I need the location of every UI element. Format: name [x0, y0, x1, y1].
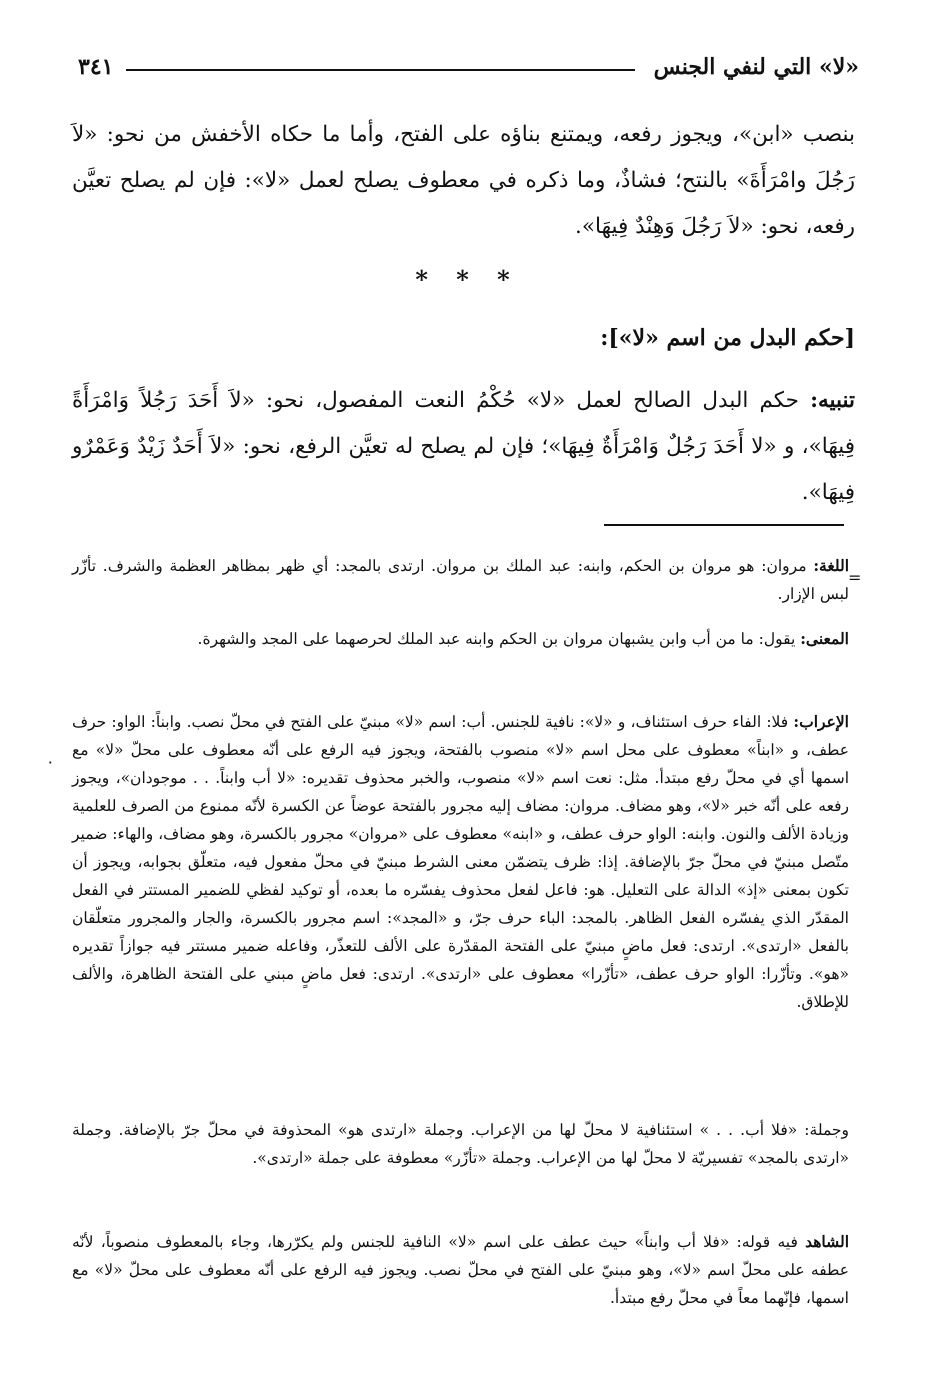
header-rule	[126, 69, 635, 71]
note-paragraph	[72, 378, 855, 516]
shahid-label: الشاهد	[805, 1232, 849, 1251]
margin-dot: ٠	[46, 752, 55, 771]
lugha-label: اللغة:	[813, 556, 849, 575]
footnote-rule	[604, 524, 844, 526]
note-body: حكم البدل الصالح لعمل «لا» حُكْمُ النعت المفصول، نحو: «لاَ أَحَدَ رَجُلاً وَامْرَأَةً فِيهَا»، و «لا أَحَدَ رَجُلٌ وَامْرَأَةٌ فِيهَا»؛ فإن لم يصلح له تعيَّن الرفع، نحو: «لاَ أَحَدٌ زَيْدٌ وَعَمْرٌو فِيهَا».	[72, 388, 855, 505]
note-label: تنبيه:	[810, 388, 855, 413]
footnote-irab	[72, 708, 849, 1016]
running-title: «لا» التي لنفي الجنس	[653, 54, 859, 80]
shahid-text: فيه قوله: «فلا أب وابناً» حيث عطف على اسم «لا» النافية للجنس ولم يكرّرها، وجاء بالمعطوف منصوباً، لأنّه عطفه على محلّ اسم «لا»، وهو مبنيّ على الفتح في محلّ نصب. ويجوز فيه الرفع على أنّه معطوف على محلّ «لا» مع اسمها، فإنّهما معاً في محلّ رفع مبتدأ.	[72, 1233, 849, 1307]
footnote-mana	[72, 625, 849, 653]
mana-label: المعنى:	[800, 629, 849, 648]
section-heading: [حكم البدل من اسم «لا»]:	[600, 325, 855, 351]
footnote-shahid	[72, 1228, 849, 1312]
section-separator: * * *	[415, 265, 520, 294]
main-text	[72, 112, 855, 250]
irab-text: فلا: الفاء حرف استئناف، و «لا»: نافية للجنس. أب: اسم «لا» مبنيّ على الفتح في محلّ نصب. وابناً: الواو: حرف عطف، و «ابناً» معطوف على محل اسم «لا» منصوب بالفتحة، ويجوز فيه الرفع على أنّه معطوف على محلّ «لا» مع اسمها أي في محلّ رفع مبتدأ. مثل: نعت اسم «لا» منصوب، والخبر محذوف تقديره: «لا أب وابناً. . . موجودان»، ويجوز رفعه على أنّه خبر «لا»، وهو مضاف. مروان: مضاف إليه مجرور بالفتحة عوضاً عن الكسرة لأنّه ممنوع من الصرف للعلمية وزيادة الألف والنون. وابنه: الواو حرف عطف، و «ابنه» معطوف على «مروان» مجرور بالكسرة، وهو مضاف، والهاء: ضمير متّصل مبنيّ في محلّ جرّ بالإضافة. إذا: ظرف يتضمّن معنى الشرط مبنيّ في محلّ مفعول فيه، متعلّق بجوابه، ويجوز أن تكون بمعنى «إذ» الدالة على التعليل. هو: فاعل لفعل محذوف يفسّره ما بعده، أو توكيد لفظي للضمير المستتر في الفعل المقدّر الذي يفسّره الفعل الظاهر. بالمجد: الباء حرف جرّ، و «المجد»: اسم مجرور بالكسرة، والجار والمجرور متعلّقان بالفعل «ارتدى». ارتدى: فعل ماضٍ مبنيّ على الفتحة المقدّرة على الألف للتعذّر، وفاعله ضمير مستتر فيه جوازاً تقديره «هو». وتأزّرا: الواو حرف عطف، «تأزّرا» معطوف على «ارتدى». ارتدى: فعل ماضٍ مبني على الفتحة الظاهرة، والألف للإطلاق.	[72, 713, 849, 1011]
main-paragraph: بنصب «ابن»، ويجوز رفعه، ويمتنع بناؤه على الفتح، وأما ما حكاه الأخفش من نحو: «لاَ رَجُلَ وامْرَأَةَ» بالنتح؛ فشاذٌ، وما ذكره في معطوف يصلح لعمل «لا»: فإن لم يصلح تعيَّن رفعه، نحو: «لاَ رَجُلَ وَهِنْدٌ فِيهَا».	[72, 122, 855, 239]
footnote-jumla	[72, 1116, 849, 1172]
note-text	[72, 378, 855, 516]
page-number: ٣٤١	[78, 54, 114, 80]
jumla-text: وجملة: «فلا أب. . . » استئنافية لا محلّ لها من الإعراب. وجملة «ارتدى هو» المحذوفة في محلّ جرّ بالإضافة. وجملة «ارتدى بالمجد» تفسيريّة لا محلّ لها من الإعراب. وجملة «تأزّر» معطوفة على جملة «ارتدى».	[72, 1121, 849, 1167]
footnote-lugha	[72, 552, 849, 608]
continuation-mark: =	[848, 568, 862, 587]
lugha-text: مروان: هو مروان بن الحكم، وابنه: عبد الملك بن مروان. ارتدى بالمجد: أي ظهر بمظاهر العظمة والشرف. تأزّر لبس الإزار.	[72, 557, 849, 603]
irab-label: الإعراب:	[793, 712, 849, 731]
mana-text: يقول: ما من أب وابن يشبهان مروان بن الحكم وابنه عبد الملك لحرصهما على المجد والشهرة.	[197, 630, 796, 648]
